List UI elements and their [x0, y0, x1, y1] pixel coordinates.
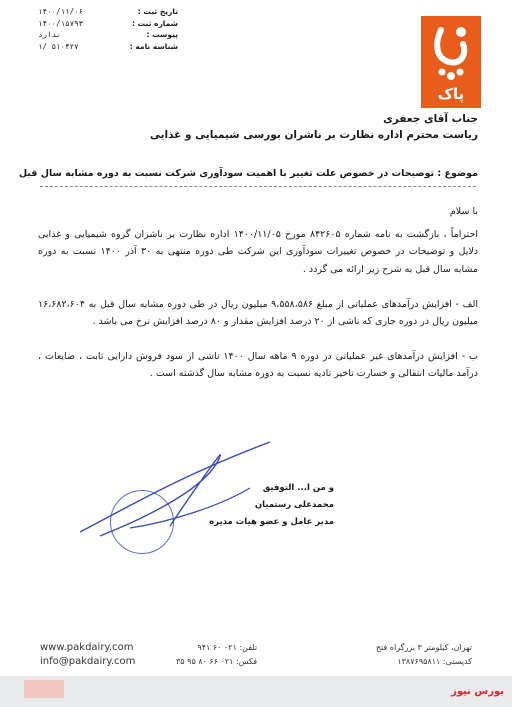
meta-id-row	[38, 41, 178, 53]
signatory-title: مدیر عامل و عضو هیات مدیره	[209, 517, 334, 527]
footer-contact-phone	[176, 641, 257, 669]
footer-website[interactable]: www.pakdairy.com	[40, 642, 134, 653]
meta-date-label: تاریخ ثبت :	[137, 7, 178, 16]
recipient-title: ریاست محترم اداره نظارت بر ناشران بورسی شیمیایی و غذایی	[149, 129, 478, 141]
footer-email[interactable]: info@pakdairy.com	[40, 656, 136, 667]
meta-number-row	[38, 18, 178, 30]
footer-bar	[0, 676, 512, 707]
meta-date-row	[38, 6, 178, 18]
paragraph-non-operating-revenue: ب - افزایش درآمدهای غیر عملیاتی در دوره ۹ ماهه سال ۱۴۰۰ ناشی از سود فروش دارایی ثابت ، ضایعات ، درآمد مالیات انتقالی و خسارت تاخیر تادیه نسبت به دوره مشابه سال گذشته است .	[38, 351, 479, 380]
meta-attachment-value: ندارد	[38, 30, 61, 39]
logo-mark-icon	[421, 16, 481, 86]
meta-number-value: ۱۴۰۰/۱۵۷۹۳	[38, 18, 84, 28]
footer-fax: فکس: ۰۲۱ ۶۶ ۸۰ ۹۵ ۳۵	[176, 657, 258, 666]
meta-id-label: شناسه نامه :	[129, 41, 178, 51]
paragraph-intro: احتراماً ، بازگشت به نامه شماره ۸۴۲۶۰۵ مورخ ۱۴۰۰/۱۱/۰۵ اداره نظارت بر ناشران گروه شیمیایی و غذایی دلایل و توضیحات در خصوص تغییرات سودآوری این شرکت طی دوره منتهی به ۳۰ آذر ۱۴۰۰ نسبت به دوره مشابه سال قبل به شرح زیر ارائه می گردد .	[38, 229, 479, 275]
footer-postal: کدپستی: ۱۳۸۷۶۹۵۸۱۱	[397, 657, 472, 666]
meta-id-value: ۱/ ۵۱۰۴۲۷	[38, 41, 79, 51]
letter-meta	[38, 6, 178, 52]
letter-subject: موضوع : توضیحات در خصوص علت تغییر با اهمیت سودآوری شرکت نسبت به دوره مشابه سال قبل	[18, 168, 478, 179]
meta-number-label: شماره ثبت :	[131, 18, 178, 28]
subject-divider	[40, 186, 476, 187]
watermark-logo-icon	[24, 680, 64, 698]
company-logo	[421, 16, 481, 108]
watermark-text: بورس نیوز	[451, 686, 504, 697]
greeting: با سلام	[449, 206, 478, 217]
signatory-name: محمدعلی رستمیان	[254, 500, 334, 510]
signature-block	[200, 480, 334, 531]
meta-attachment-label: پیوست :	[146, 30, 178, 39]
signature-closing: و من ا... التوفیق	[262, 483, 334, 493]
paragraph-operating-revenue: الف - افزایش درآمدهای عملیاتی از مبلغ ۹،۵۵۸،۵۸۶ میلیون ریال در طی دوره مشابه سال قبل به ۱۶،۶۸۲،۶۰۴ میلیون ریال در دوره جاری که ناشی از ۲۰ درصد افزایش مقدار و ۸۰ درصد افزایش نرخ می باشد .	[38, 299, 478, 328]
logo-text: پاک	[437, 85, 465, 103]
footer-phone: تلفن: ۰۲۱ ۶۰ ۹۴۱	[197, 643, 258, 652]
footer-address: تهران، کیلومتر ۳ بزرگراه فتح	[375, 643, 472, 652]
footer-contact-web	[40, 641, 135, 669]
footer-address-block	[376, 641, 472, 669]
meta-attachment-row	[38, 29, 178, 41]
recipient-name: جناب آقای جعفری	[383, 113, 478, 125]
company-stamp	[110, 490, 174, 554]
meta-date-value: ۱۴۰۰/۱۱/۰۶	[38, 7, 84, 16]
